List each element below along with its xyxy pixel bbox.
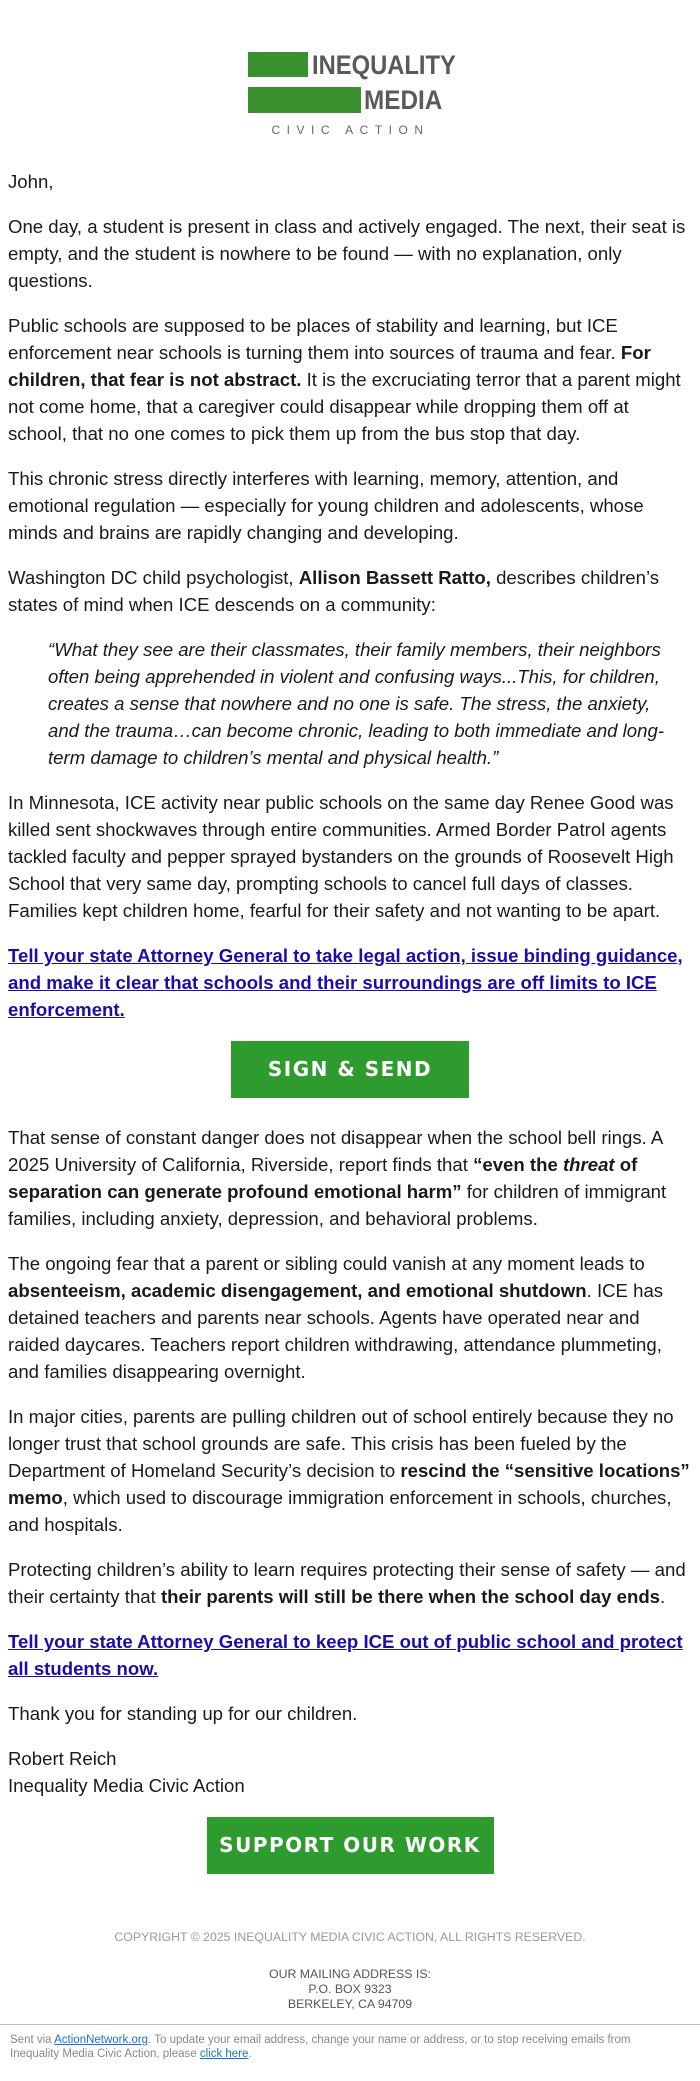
paragraph-minnesota: In Minnesota, ICE activity near public schools on the same day Renee Good was killed sent shockwaves through entire communities. Armed Border Patrol agents tackled faculty and pepper sprayed bystanders on the grounds of Roosevelt High School that very same day, prompting schools to cancel full days of classes. Families kept children home, fearful for their safety and not wanting to be apart. (8, 792, 674, 921)
mailing-address-line-1: P.O. BOX 9323 (308, 1982, 392, 1996)
mailing-label: OUR MAILING ADDRESS IS: (269, 1967, 431, 1981)
cta-link-keep-ice-out[interactable]: Tell your state Attorney General to keep ICE out of public school and protect all students now. (8, 1631, 683, 1679)
sign-and-send-button[interactable]: SIGN & SEND (231, 1041, 469, 1098)
text: “even the (473, 1154, 563, 1175)
text: That sense of constant danger does not disappear when the school bell rings. A 2025 University of California, Riverside, report finds that (8, 1127, 663, 1175)
text: Washington DC child psychologist, (8, 567, 299, 588)
paragraph-intro: One day, a student is present in class and actively engaged. The next, their seat is empty, and the student is nowhere to be found — with no explanation, only questions. (8, 216, 686, 291)
emphasis-italic: threat (562, 1154, 615, 1175)
emphasis-text: rescind the “sensitive locations” memo (8, 1460, 690, 1508)
email-body (8, 168, 692, 1874)
text: In major cities, parents are pulling children out of school entirely because they no longer trust that school grounds are safe. This crisis has been fueled by the Department of Homeland Security’s decision to (8, 1406, 674, 1481)
text: . ICE has detained teachers and parents near schools. Agents have operated near and raided daycares. Teachers report children withdrawing, attendance plummeting, and families disappearing overnight. (8, 1280, 664, 1382)
text: of separation can generate profound emotional harm” (8, 1154, 638, 1202)
paragraph-stress: This chronic stress directly interferes with learning, memory, attention, and emotional regulation — especially for young children and adolescents, whose minds and brains are rapidly changing and developing. (8, 468, 644, 543)
footer (0, 1930, 700, 2012)
cta-paragraph-1 (8, 942, 692, 1023)
paragraph-schools (8, 312, 692, 447)
quote: “What they see are their classmates, their family members, their neighbors often being apprehended in violent and confusing ways...This, for children, creates a sense that nowhere and no one is safe. The stress, the anxiety, and the trauma…can become chronic, leading to both immediate and long-term damage to children’s mental and physical health.” (48, 639, 665, 768)
paragraph-report (8, 1124, 692, 1232)
text: Protecting children’s ability to learn requires protecting their sense of safety — and their certainty that (8, 1559, 686, 1607)
text: The ongoing fear that a parent or sibling could vanish at any moment leads to (8, 1253, 645, 1274)
sent-via-notice (10, 2033, 670, 2061)
paragraph-protecting (8, 1556, 692, 1610)
signature-org: Inequality Media Civic Action (8, 1775, 245, 1796)
logo-bar-top (248, 52, 308, 77)
text: , which used to discourage immigration enforcement in schools, churches, and hospitals. (8, 1487, 672, 1535)
text: It is the excruciating terror that a parent might not come home, that a caregiver could disappear while dropping them off at school, that no one comes to pick them up from the bus stop that day. (8, 369, 681, 444)
logo-word-inequality: INEQUALITY (312, 50, 456, 80)
support-our-work-button[interactable]: SUPPORT OUR WORK (207, 1817, 494, 1874)
logo-word-civic-action: CIVIC ACTION (271, 123, 430, 137)
logo-bar-bottom (248, 87, 361, 113)
text: . (660, 1586, 666, 1607)
thanks-line: Thank you for standing up for our children. (8, 1703, 358, 1724)
copyright: COPYRIGHT © 2025 INEQUALITY MEDIA CIVIC ACTION, ALL RIGHTS RESERVED. (114, 1930, 586, 1944)
greeting: John, (8, 171, 54, 192)
mailing-address-line-2: BERKELEY, CA 94709 (287, 1997, 413, 2011)
text: Sent via (10, 2034, 55, 2046)
cta-link-attorney-general[interactable]: Tell your state Attorney General to take legal action, issue binding guidance, and make it clear that schools and their surroundings are off limits to ICE enforcement. (8, 945, 683, 1020)
psychologist-name: Allison Bassett Ratto, (298, 567, 491, 588)
text: for children of immigrant families, including anxiety, depression, and behavioral problems. (8, 1181, 667, 1229)
paragraph-psychologist (8, 564, 692, 618)
actionnetwork-link[interactable]: ActionNetwork.org (54, 2034, 149, 2046)
cta-paragraph-2 (8, 1628, 692, 1682)
footer-divider (0, 2024, 700, 2025)
logo-word-media: MEDIA (364, 85, 443, 115)
text: . To update your email address, change your name or address, or to stop receiving emails from Inequality Media Civic Action, please (10, 2034, 631, 2060)
paragraph-absenteeism (8, 1250, 692, 1385)
emphasis-text: their parents will still be there when the school day ends (160, 1586, 661, 1607)
text: Public schools are supposed to be places of stability and learning, but ICE enforcement near schools is turning them into sources of trauma and fear. (8, 315, 621, 363)
emphasis-text: For children, that fear is not abstract. (8, 342, 651, 390)
text: . (248, 2048, 252, 2060)
emphasis-text: absenteeism, academic disengagement, and emotional shutdown (8, 1280, 587, 1301)
unsubscribe-link[interactable]: click here (199, 2048, 249, 2060)
text: describes children’s states of mind when ICE descends on a community: (8, 567, 660, 615)
logo (248, 50, 456, 140)
signature (8, 1745, 692, 1799)
paragraph-cities (8, 1403, 692, 1538)
signature-name: Robert Reich (8, 1748, 117, 1769)
